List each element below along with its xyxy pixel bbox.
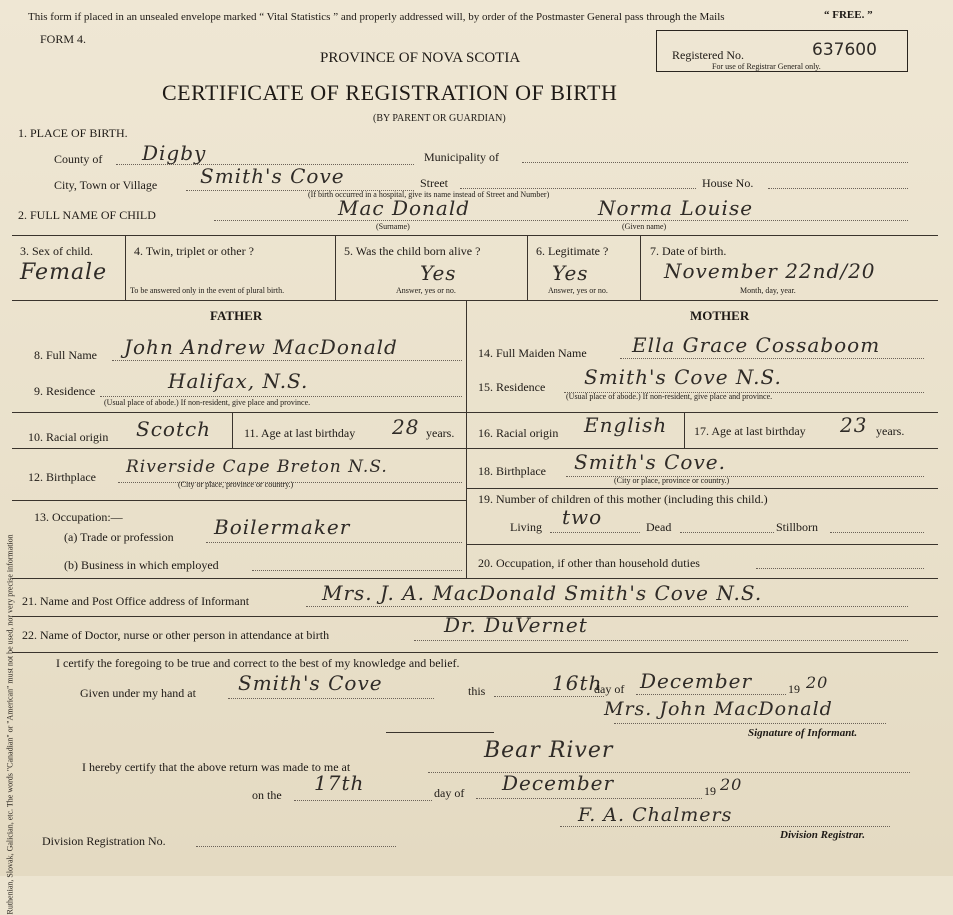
living-label: Living <box>510 520 542 534</box>
alive-caption: Answer, yes or no. <box>396 286 456 295</box>
province-heading: PROVINCE OF NOVA SCOTIA <box>320 50 521 66</box>
legitimate-label: 6. Legitimate ? <box>536 244 609 258</box>
date-value: November 22nd/20 <box>664 259 876 283</box>
father-heading: FATHER <box>210 308 263 323</box>
certify-day-value: 16th <box>552 671 603 695</box>
father-residence-note: (Usual place of abode.) If non-resident, give place and province. <box>104 398 311 407</box>
mother-residence-label: 15. Residence <box>478 380 546 394</box>
given-place-value: Smith's Cove <box>238 671 383 695</box>
certify-year-value: 20 <box>806 673 829 692</box>
dead-label: Dead <box>646 520 672 534</box>
twin-label: 4. Twin, triplet or other ? <box>134 244 254 258</box>
county-value: Digby <box>142 141 207 165</box>
mail-notice-free: “ FREE. ” <box>824 9 873 21</box>
mother-birthplace-value: Smith's Cove. <box>574 450 726 474</box>
father-residence-label: 9. Residence <box>34 384 96 398</box>
mother-age-value: 23 <box>840 413 868 437</box>
legitimate-caption: Answer, yes or no. <box>548 286 608 295</box>
county-label: County of <box>54 152 103 166</box>
registered-label: Registered No. <box>672 48 744 62</box>
day-of-label: day of <box>594 682 625 696</box>
father-residence-value: Halifax, N.S. <box>168 369 309 393</box>
city-label: City, Town or Village <box>54 178 158 192</box>
form-number: FORM 4. <box>40 32 87 46</box>
on-the-label: on the <box>252 788 282 802</box>
father-age-value: 28 <box>392 415 420 439</box>
legitimate-value: Yes <box>552 261 589 285</box>
city-value: Smith's Cove <box>200 164 345 188</box>
this-label: this <box>468 684 486 698</box>
given-under-label: Given under my hand at <box>80 686 196 700</box>
informant-signature: Mrs. John MacDonald <box>604 698 833 720</box>
registrar-place-value: Bear River <box>484 738 614 763</box>
page-subtitle: (BY PARENT OR GUARDIAN) <box>373 113 506 124</box>
hospital-note: (If birth occurred in a hospital, give its name instead of Street and Number) <box>308 190 550 199</box>
page-title: CERTIFICATE OF REGISTRATION OF BIRTH <box>162 80 618 105</box>
registrar-statement: I hereby certify that the above return was made to me at <box>82 760 351 774</box>
street-label: Street <box>420 176 448 190</box>
mother-name-value: Ella Grace Cossaboom <box>632 333 881 357</box>
mother-age-label: 17. Age at last birthday <box>694 424 806 438</box>
child-surname: Mac Donald <box>338 196 471 220</box>
alive-value: Yes <box>420 261 457 285</box>
surname-caption: (Surname) <box>376 222 410 231</box>
child-name-label: 2. FULL NAME OF CHILD <box>18 208 156 222</box>
date-label: 7. Date of birth. <box>650 244 727 258</box>
children-count-label: 19. Number of children of this mother (including this child.) <box>478 492 768 506</box>
informant-label: 21. Name and Post Office address of Informant <box>22 594 250 608</box>
doctor-label: 22. Name of Doctor, nurse or other person in attendance at birth <box>22 628 330 642</box>
mother-residence-value: Smith's Cove N.S. <box>584 365 782 389</box>
father-trade-value: Boilermaker <box>214 515 351 539</box>
place-of-birth-label: 1. PLACE OF BIRTH. <box>18 126 128 140</box>
side-margin-text: Ruthenian, Slovak, Galician, etc. The words "Canadian" or "American" must not be used, nor very precise information <box>5 534 15 915</box>
living-value: two <box>562 505 603 529</box>
mother-residence-note: (Usual place of abode.) If non-resident, give place and province. <box>566 392 773 401</box>
house-label: House No. <box>702 176 754 190</box>
registration-year-value: 20 <box>720 775 743 794</box>
sex-value: Female <box>20 260 108 285</box>
father-name-value: John Andrew MacDonald <box>124 335 398 359</box>
mother-occupation-label: 20. Occupation, if other than household duties <box>478 556 700 570</box>
doctor-value: Dr. DuVernet <box>444 613 588 637</box>
registration-day-value: 17th <box>314 771 365 795</box>
father-birthplace-label: 12. Birthplace <box>28 470 96 484</box>
mother-birthplace-label: 18. Birthplace <box>478 464 546 478</box>
father-business-label: (b) Business in which employed <box>64 558 219 572</box>
father-trade-label: (a) Trade or profession <box>64 530 174 544</box>
father-age-unit: years. <box>426 426 455 440</box>
registration-year-prefix: 19 <box>704 784 716 798</box>
date-caption: Month, day, year. <box>740 286 796 295</box>
father-occupation-label: 13. Occupation:— <box>34 510 123 524</box>
registration-month-value: December <box>502 771 615 795</box>
father-racial-value: Scotch <box>136 417 212 441</box>
father-birthplace-note: (City or place, province or country.) <box>178 480 294 489</box>
mother-racial-label: 16. Racial origin <box>478 426 559 440</box>
informant-signature-caption: Signature of Informant. <box>748 727 858 739</box>
father-name-label: 8. Full Name <box>34 348 97 362</box>
alive-label: 5. Was the child born alive ? <box>344 244 481 258</box>
stillborn-label: Stillborn <box>776 520 819 534</box>
mother-birthplace-note: (City or place, province or country.) <box>614 476 730 485</box>
certify-statement: I certify the foregoing to be true and correct to the best of my knowledge and belief. <box>56 656 460 670</box>
registrar-signature: F. A. Chalmers <box>578 804 733 826</box>
given-name-caption: (Given name) <box>622 222 667 231</box>
division-registrar-caption: Division Registrar. <box>780 829 865 841</box>
mother-heading: MOTHER <box>690 308 750 323</box>
registrar-note: For use of Registrar General only. <box>712 62 821 71</box>
child-given-name: Norma Louise <box>598 196 754 220</box>
twin-note: To be answered only in the event of plural birth. <box>130 286 285 295</box>
mother-age-unit: years. <box>876 424 905 438</box>
division-registration-label: Division Registration No. <box>42 834 166 848</box>
mother-name-label: 14. Full Maiden Name <box>478 346 587 360</box>
certify-month-value: December <box>640 669 753 693</box>
informant-value: Mrs. J. A. MacDonald Smith's Cove N.S. <box>322 581 763 605</box>
mother-racial-value: English <box>584 413 668 437</box>
father-birthplace-value: Riverside Cape Breton N.S. <box>126 457 388 477</box>
registration-day-of-label: day of <box>434 786 465 800</box>
mail-notice: This form if placed in an unsealed envelope marked “ Vital Statistics ” and properly addressed will, by order of the Postmaster General pass through the Mails <box>28 11 725 23</box>
municipality-label: Municipality of <box>424 150 499 164</box>
father-racial-label: 10. Racial origin <box>28 430 109 444</box>
sex-label: 3. Sex of child. <box>20 244 93 258</box>
father-age-label: 11. Age at last birthday <box>244 426 356 440</box>
registered-number: 637600 <box>812 40 877 60</box>
year-prefix: 19 <box>788 682 800 696</box>
